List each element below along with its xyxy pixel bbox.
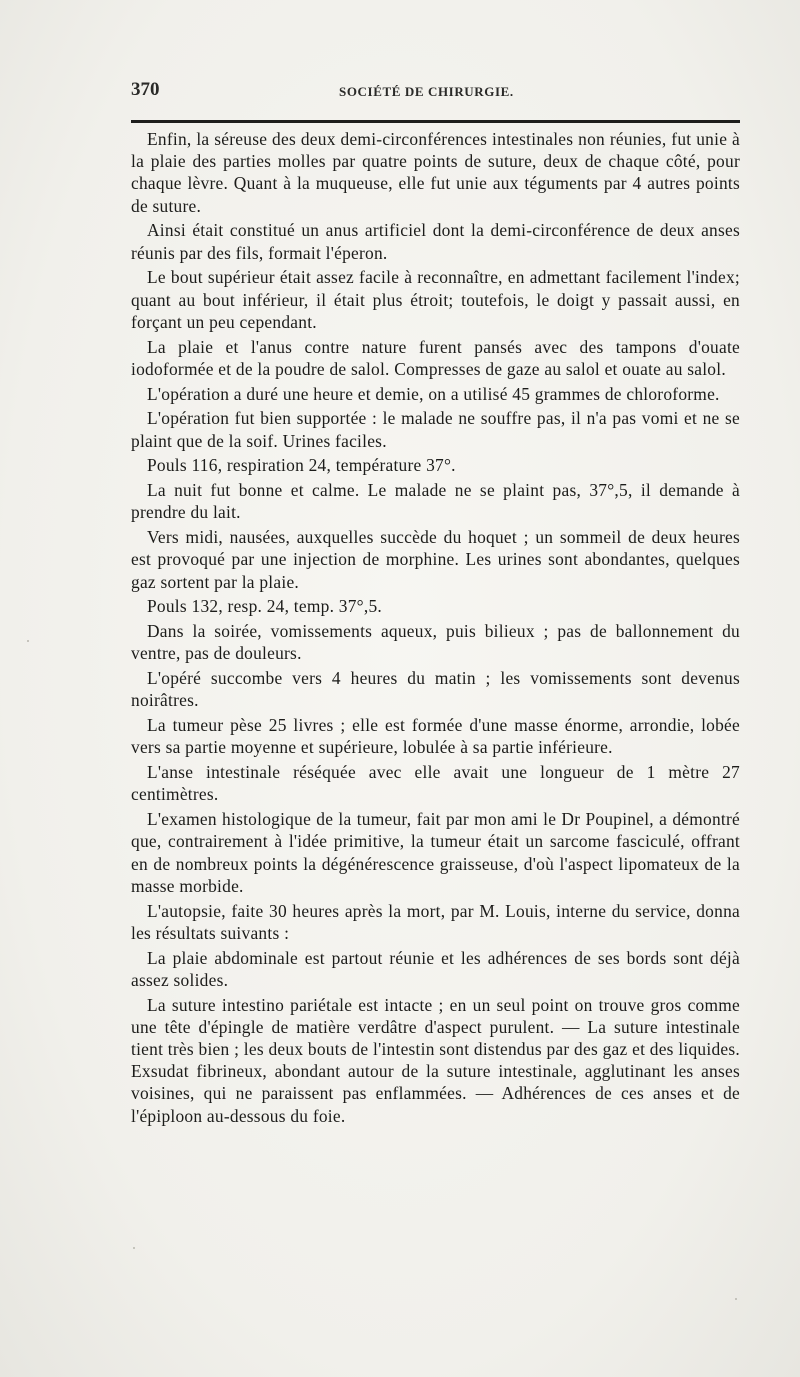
paragraph: L'opération a duré une heure et demie, on a utilisé 45 grammes de chloroforme. xyxy=(147,383,720,404)
paragraph: La tumeur pèse 25 livres ; elle est formée d'une masse énorme, arrondie, lobée vers sa partie moyenne et supérieure, lobulée à sa partie inférieure. xyxy=(131,715,740,758)
page-number: 370 xyxy=(131,79,160,100)
paragraph: L'examen histologique de la tumeur, fait par mon ami le Dr Poupinel, a démontré que, contrairement à l'idée primitive, la tumeur était un sarcome fasciculé, offrant en de nombreux points la dégénérescence graisseuse, d'où l'aspect lipomateux de la masse morbide. xyxy=(131,809,740,896)
paragraph: L'anse intestinale réséquée avec elle avait une longueur de 1 mètre 27 centimètres. xyxy=(131,762,740,805)
paragraph: La plaie et l'anus contre nature furent pansés avec des tampons d'ouate iodoformée et de la poudre de salol. Compresses de gaze au salol et ouate au salol. xyxy=(131,336,740,379)
paragraph: Vers midi, nausées, auxquelles succède du hoquet ; un sommeil de deux heures est provoqué par une injection de morphine. Les urines sont abondantes, quelques gaz sortent par la plaie. xyxy=(131,527,740,592)
paragraph: La plaie abdominale est partout réunie et les adhérences de ses bords sont déjà assez solides. xyxy=(131,947,740,990)
paragraph: Pouls 116, respiration 24, température 37°. xyxy=(147,455,456,476)
paragraph: Ainsi était constitué un anus artificiel dont la demi-circonférence de deux anses réunis par des fils, formait l'éperon. xyxy=(131,220,740,263)
page-header xyxy=(131,79,740,101)
body-text xyxy=(131,128,740,1129)
running-head: SOCIÉTÉ DE CHIRURGIE. xyxy=(339,84,514,99)
scan-speck xyxy=(735,1298,737,1300)
paragraph: Le bout supérieur était assez facile à reconnaître, en admettant facilement l'index; quant au bout inférieur, il était plus étroit; toutefois, le doigt y passait aussi, en forçant un peu cependant. xyxy=(131,267,740,332)
header-rule xyxy=(131,120,740,123)
paragraph: L'opéré succombe vers 4 heures du matin ; les vomissements sont devenus noirâtres. xyxy=(131,668,740,711)
paragraph: Enfin, la séreuse des deux demi-circonférences intestinales non réunies, fut unie à la plaie des parties molles par quatre points de suture, deux de chaque côté, pour chaque lèvre. Quant à la muqueuse, elle fut unie aux téguments par 4 autres points de suture. xyxy=(131,129,740,216)
paragraph: Pouls 132, resp. 24, temp. 37°,5. xyxy=(147,596,382,617)
scan-speck xyxy=(133,1247,135,1249)
paragraph: L'opération fut bien supportée : le malade ne souffre pas, il n'a pas vomi et ne se plaint que de la soif. Urines faciles. xyxy=(131,408,740,451)
paragraph: L'autopsie, faite 30 heures après la mort, par M. Louis, interne du service, donna les résultats suivants : xyxy=(131,900,740,943)
paragraph: Dans la soirée, vomissements aqueux, puis bilieux ; pas de ballonnement du ventre, pas de douleurs. xyxy=(131,621,740,664)
paragraph: La suture intestino pariétale est intacte ; en un seul point on trouve gros comme une tête d'épingle de matière verdâtre d'aspect purulent. — La suture intestinale tient très bien ; les deux bouts de l'intestin sont distendus par des gaz et des liquides. Exsudat fibrineux, abondant autour de la suture intestinale, agglutinant les anses voisines, qui ne paraissent pas enflammées. — Adhérences de ces anses et de l'épiploon au-dessous du foie. xyxy=(131,994,740,1126)
paragraph: La nuit fut bonne et calme. Le malade ne se plaint pas, 37°,5, il demande à prendre du lait. xyxy=(131,480,740,523)
scan-speck xyxy=(27,640,29,642)
